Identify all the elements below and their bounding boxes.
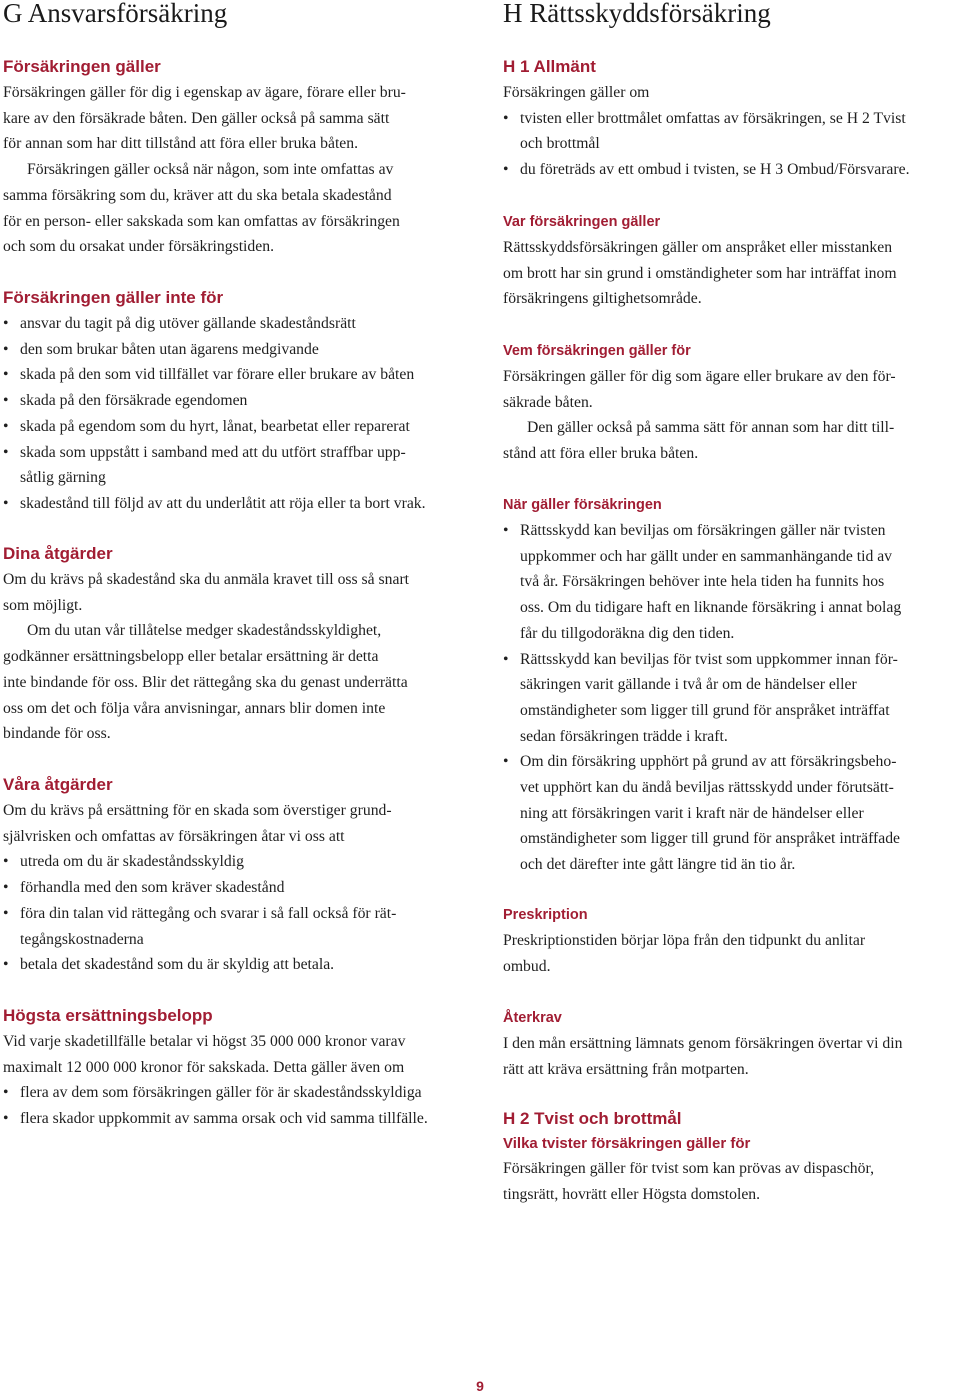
- dispute-title: H 2 Tvist och brottmål: [503, 1109, 682, 1128]
- text-line: uppkommer och har gällt under en sammanhängande tid av: [520, 547, 893, 565]
- text-line: ansvar du tagit på dig utöver gällande skadeståndsrätt: [20, 315, 356, 332]
- who-title: Vem försäkringen gäller för: [503, 343, 691, 359]
- text-line: tvisten eller brottmålet omfattas av försäkringen, se H 2 Tvist: [520, 109, 906, 127]
- list-item: [3, 952, 465, 978]
- text-line: skada på den som vid tillfället var förare eller brukare av båten: [20, 366, 415, 384]
- list-item: [3, 849, 465, 875]
- text-line: Försäkringen gäller för dig i egenskap av ägare, förare eller bru-: [3, 84, 406, 101]
- general-section: [503, 54, 960, 183]
- list-item: [503, 647, 960, 750]
- text-line: två år. Försäkringen behöver inte hela tiden ha funnits hos: [520, 573, 885, 591]
- list-item: [3, 1080, 465, 1106]
- text-line: Om du krävs på skadestånd ska du anmäla kravet till oss så snart: [3, 571, 410, 588]
- our-actions-section: [3, 772, 465, 978]
- text-line: bindande för oss.: [3, 725, 111, 743]
- who-section: [503, 338, 960, 467]
- text-line: godkänner ersättningsbelopp eller betalar ersättning är detta: [3, 648, 379, 666]
- text-line: du företräds av ett ombud i tvisten, se H 3 Ombud/Försvarare.: [520, 161, 910, 179]
- recourse-section: [503, 1005, 960, 1082]
- text-line: Försäkringen gäller för tvist som kan prövas av dispaschör,: [503, 1160, 874, 1177]
- dispute-section: [503, 1106, 960, 1207]
- text-line: skada på den försäkrade egendomen: [20, 392, 248, 410]
- text-line: utreda om du är skadeståndsskyldig: [20, 853, 244, 871]
- text-line: oss om det och följa våra anvisningar, annars blir domen inte: [3, 699, 386, 717]
- text-line: omständigheter som ligger till grund för anspråket inträffade: [520, 830, 901, 848]
- text-line: ombud.: [503, 957, 551, 975]
- list-item: [3, 362, 465, 388]
- page-number: 9: [476, 1378, 484, 1394]
- text-line: betala det skadestånd som du är skyldig att betala.: [20, 956, 335, 974]
- text-line: Vid varje skadetillfälle betalar vi högst 35 000 000 kronor varav: [3, 1033, 406, 1050]
- text-line: och som du orsakat under försäkringstiden.: [3, 238, 274, 256]
- text-line: ning att försäkringen varit i kraft när de händelser eller: [520, 804, 864, 822]
- text-line: omständigheter som ligger till grund för anspråket inträffat: [520, 701, 890, 719]
- coverage-paragraph-1: [3, 80, 465, 157]
- our-actions-list: [3, 849, 465, 978]
- text-line: stånd att föra eller bruka båten.: [503, 445, 699, 463]
- list-item: [503, 157, 960, 183]
- text-line: förhandla med den som kräver skadestånd: [20, 879, 285, 897]
- max-compensation-paragraph: [3, 1029, 465, 1080]
- general-intro: [503, 80, 960, 106]
- text-line: sedan försäkringen trädde i kraft.: [520, 727, 728, 745]
- text-line: samma försäkring som du, kräver att du ska betala skadestånd: [3, 186, 392, 204]
- text-line: och brottmål: [520, 135, 600, 153]
- text-line: kare av den försäkrade båten. Den gäller också på samma sätt: [3, 109, 390, 127]
- where-title: Var försäkringen gäller: [503, 214, 661, 230]
- text-line: Preskriptionstiden börjar löpa från den tidpunkt du anlitar: [503, 932, 866, 949]
- our-actions-title: Våra åtgärder: [3, 775, 113, 794]
- text-line: skada på egendom som du hyrt, lånat, bearbetat eller reparerat: [20, 417, 410, 435]
- text-line: för annan som har ditt tillstånd att föra eller bruka båten.: [3, 135, 359, 153]
- list-item: [503, 106, 960, 157]
- when-section: [503, 492, 960, 878]
- text-line: Om din försäkring upphört på grund av att försäkringsbeho-: [520, 753, 897, 771]
- text-line: den som brukar båten utan ägarens medgivande: [20, 340, 319, 358]
- text-line: flera skador uppkommit av samma orsak och vid samma tillfälle.: [20, 1110, 428, 1128]
- your-actions-section: [3, 541, 465, 747]
- your-actions-paragraph-1: [3, 567, 465, 618]
- text-line: Rättsskydd kan beviljas för tvist som uppkommer innan för-: [520, 650, 898, 668]
- text-line: tingsrätt, hovrätt eller Högsta domstolen.: [503, 1185, 761, 1203]
- max-compensation-section: [3, 1003, 465, 1132]
- text-line: tegångskostnaderna: [20, 930, 144, 948]
- list-item: [3, 311, 465, 337]
- list-item: [3, 414, 465, 440]
- text-line: får du tillgodoräkna dig den tiden.: [520, 624, 735, 642]
- limitation-paragraph: [503, 928, 960, 979]
- recourse-paragraph: [503, 1031, 960, 1082]
- section-heading-h: H Rättsskyddsförsäkring: [503, 0, 771, 28]
- text-line: flera av dem som försäkringen gäller för är skadeståndsskyldiga: [20, 1084, 422, 1102]
- where-section: [503, 209, 960, 312]
- coverage-title: Försäkringen gäller: [3, 57, 161, 76]
- text-line: såtlig gärning: [20, 469, 106, 487]
- text-line: Om du krävs på ersättning för en skada som överstiger grund-: [3, 802, 392, 819]
- list-item: [3, 337, 465, 363]
- list-item: [3, 1106, 465, 1132]
- list-item: [503, 518, 960, 647]
- list-item: [3, 901, 465, 952]
- text-line: rätt att kräva ersättning från motparten.: [503, 1060, 749, 1078]
- where-paragraph: [503, 235, 960, 312]
- limitation-section: [503, 902, 960, 979]
- text-line: I den mån ersättning lämnats genom försäkringen övertar vi din: [503, 1035, 903, 1052]
- text-line: maximalt 12 000 000 kronor för sakskada. Detta gäller även om: [3, 1058, 405, 1076]
- our-actions-paragraph: [3, 798, 465, 849]
- list-item: [3, 440, 465, 491]
- dispute-subtitle: Vilka tvister försäkringen gäller för: [503, 1135, 751, 1152]
- who-paragraph-2: [503, 415, 960, 466]
- list-item: [503, 749, 960, 878]
- text-line: föra din talan vid rättegång och svarar i så fall också för rät-: [20, 904, 397, 922]
- text-line: inte bindande för oss. Blir det rättegång ska du genast underrätta: [3, 673, 408, 691]
- text-line: oss. Om du tidigare haft en liknande försäkring i annat bolag: [520, 599, 902, 617]
- coverage-paragraph-2: [3, 157, 465, 260]
- recourse-title: Återkrav: [503, 1010, 562, 1026]
- list-item: [3, 875, 465, 901]
- text-line: säkrade båten.: [503, 393, 593, 411]
- coverage-section: [3, 54, 465, 260]
- exclusions-section: [3, 285, 465, 517]
- text-line: skadestånd till följd av att du underlåtit att röja eller ta bort vrak.: [20, 494, 426, 512]
- text-line: Rättsskydd kan beviljas om försäkringen gäller när tvisten: [520, 522, 886, 539]
- text-line: Försäkringen gäller också när någon, som inte omfattas av: [27, 161, 394, 179]
- text-line: Försäkringen gäller för dig som ägare eller brukare av den för-: [503, 368, 896, 385]
- text-line: och det därefter inte gått längre tid än tio år.: [520, 856, 796, 874]
- max-compensation-list: [3, 1080, 465, 1131]
- when-title: När gäller försäkringen: [503, 497, 662, 513]
- text-line: Rättsskyddsförsäkringen gäller om anspråket eller misstanken: [503, 239, 893, 256]
- text-line: säkringen varit gällande i två år om de händelser eller: [520, 676, 857, 694]
- text-line: försäkringens giltighetsområde.: [503, 290, 702, 308]
- section-heading-g: G Ansvarsförsäkring: [3, 0, 228, 28]
- text-line: om brott har sin grund i omständigheter som har inträffat inom: [503, 264, 897, 282]
- general-list: [503, 106, 960, 183]
- text-line: för en person- eller sakskada som kan omfattas av försäkringen: [3, 212, 400, 230]
- max-compensation-title: Högsta ersättningsbelopp: [3, 1006, 213, 1025]
- exclusions-list: [3, 311, 465, 517]
- text-line: vet upphört kan du ändå beviljas rättsskydd under förutsätt-: [520, 779, 894, 797]
- text-line: Försäkringen gäller om: [503, 84, 650, 101]
- your-actions-paragraph-2: [3, 618, 465, 747]
- text-line: som möjligt.: [3, 596, 83, 614]
- text-line: Om du utan vår tillåtelse medger skadeståndsskyldighet,: [27, 622, 382, 640]
- text-line: Den gäller också på samma sätt för annan som har ditt till-: [527, 419, 895, 437]
- list-item: [3, 491, 465, 517]
- general-title: H 1 Allmänt: [503, 57, 596, 76]
- list-item: [3, 388, 465, 414]
- dispute-paragraph: [503, 1156, 960, 1207]
- your-actions-title: Dina åtgärder: [3, 544, 113, 563]
- when-list: [503, 518, 960, 878]
- limitation-title: Preskription: [503, 907, 588, 923]
- who-paragraph-1: [503, 364, 960, 415]
- text-line: skada som uppstått i samband med att du utfört straffbar upp-: [20, 443, 406, 461]
- text-line: självrisken och omfattas av försäkringen åtar vi oss att: [3, 827, 345, 845]
- exclusions-title: Försäkringen gäller inte för: [3, 288, 224, 307]
